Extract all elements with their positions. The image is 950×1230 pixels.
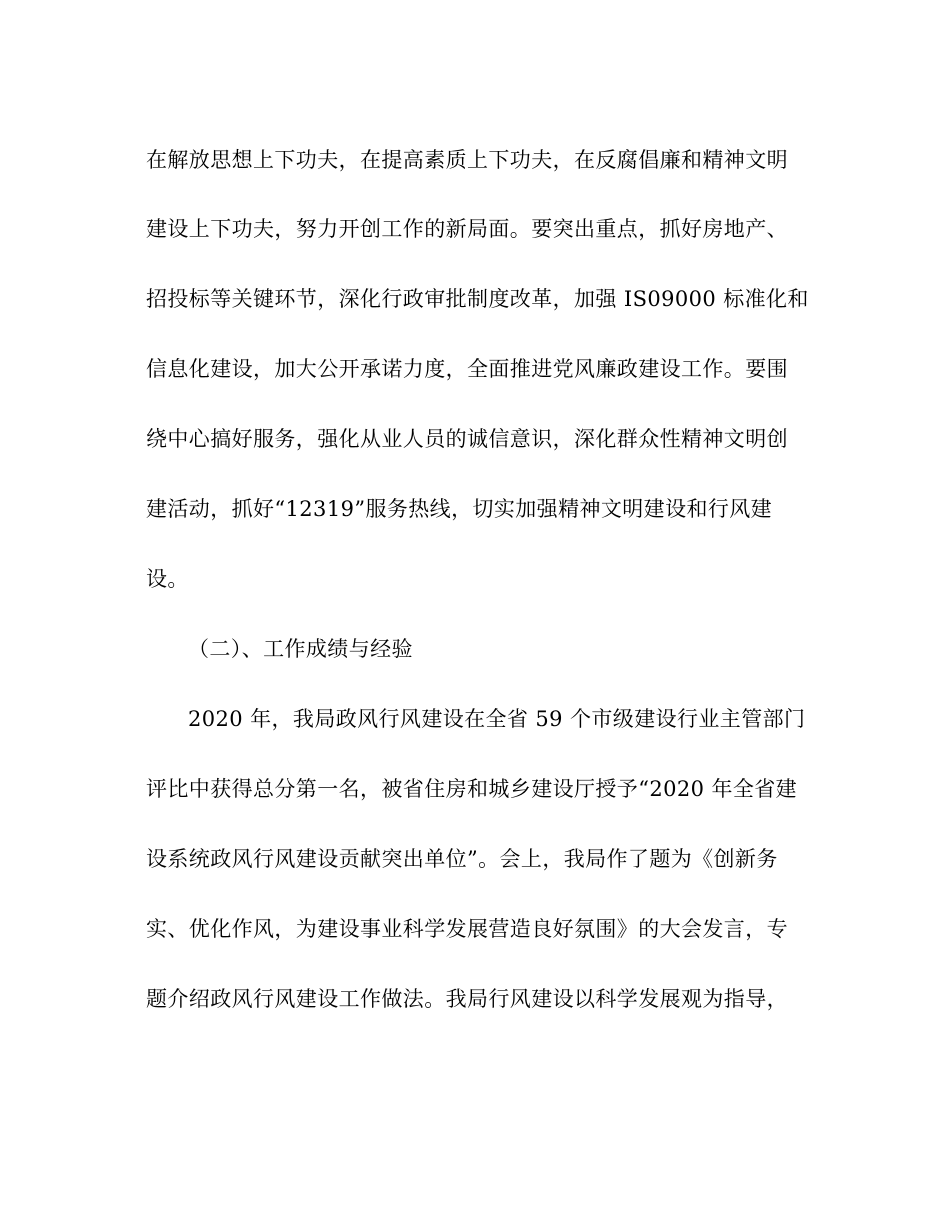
- text-line: 建设上下功夫，努力开创工作的新局面。要突出重点，抓好房地产、: [146, 217, 788, 241]
- text-line: 建活动，抓好“12319”服务热线，切实加强精神文明建设和行风建: [146, 497, 773, 521]
- text-line: 评比中获得总分第一名，被省住房和城乡建设厅授予“2020 年全省建: [146, 777, 798, 801]
- section-heading: （二）、工作成绩与经验: [188, 637, 413, 661]
- text-line: 在解放思想上下功夫，在提高素质上下功夫，在反腐倡廉和精神文明: [146, 148, 788, 172]
- text-line: 招投标等关键环节，深化行政审批制度改革，加强 IS09000 标准化和: [146, 287, 809, 311]
- text-line: 设。: [146, 567, 189, 591]
- text-line: 题介绍政风行风建设工作做法。我局行风建设以科学发展观为指导，: [146, 987, 788, 1011]
- text-line: 信息化建设，加大公开承诺力度，全面推进党风廉政建设工作。要围: [146, 357, 788, 381]
- text-line: 2020 年，我局政风行风建设在全省 59 个市级建设行业主管部门: [188, 707, 806, 731]
- text-line: 实、优化作风，为建设事业科学发展营造良好氛围》的大会发言，专: [146, 917, 788, 941]
- text-line: 绕中心搞好服务，强化从业人员的诚信意识，深化群众性精神文明创: [146, 427, 788, 451]
- text-line: 设系统政风行风建设贡献突出单位”。会上，我局作了题为《创新务: [146, 847, 778, 871]
